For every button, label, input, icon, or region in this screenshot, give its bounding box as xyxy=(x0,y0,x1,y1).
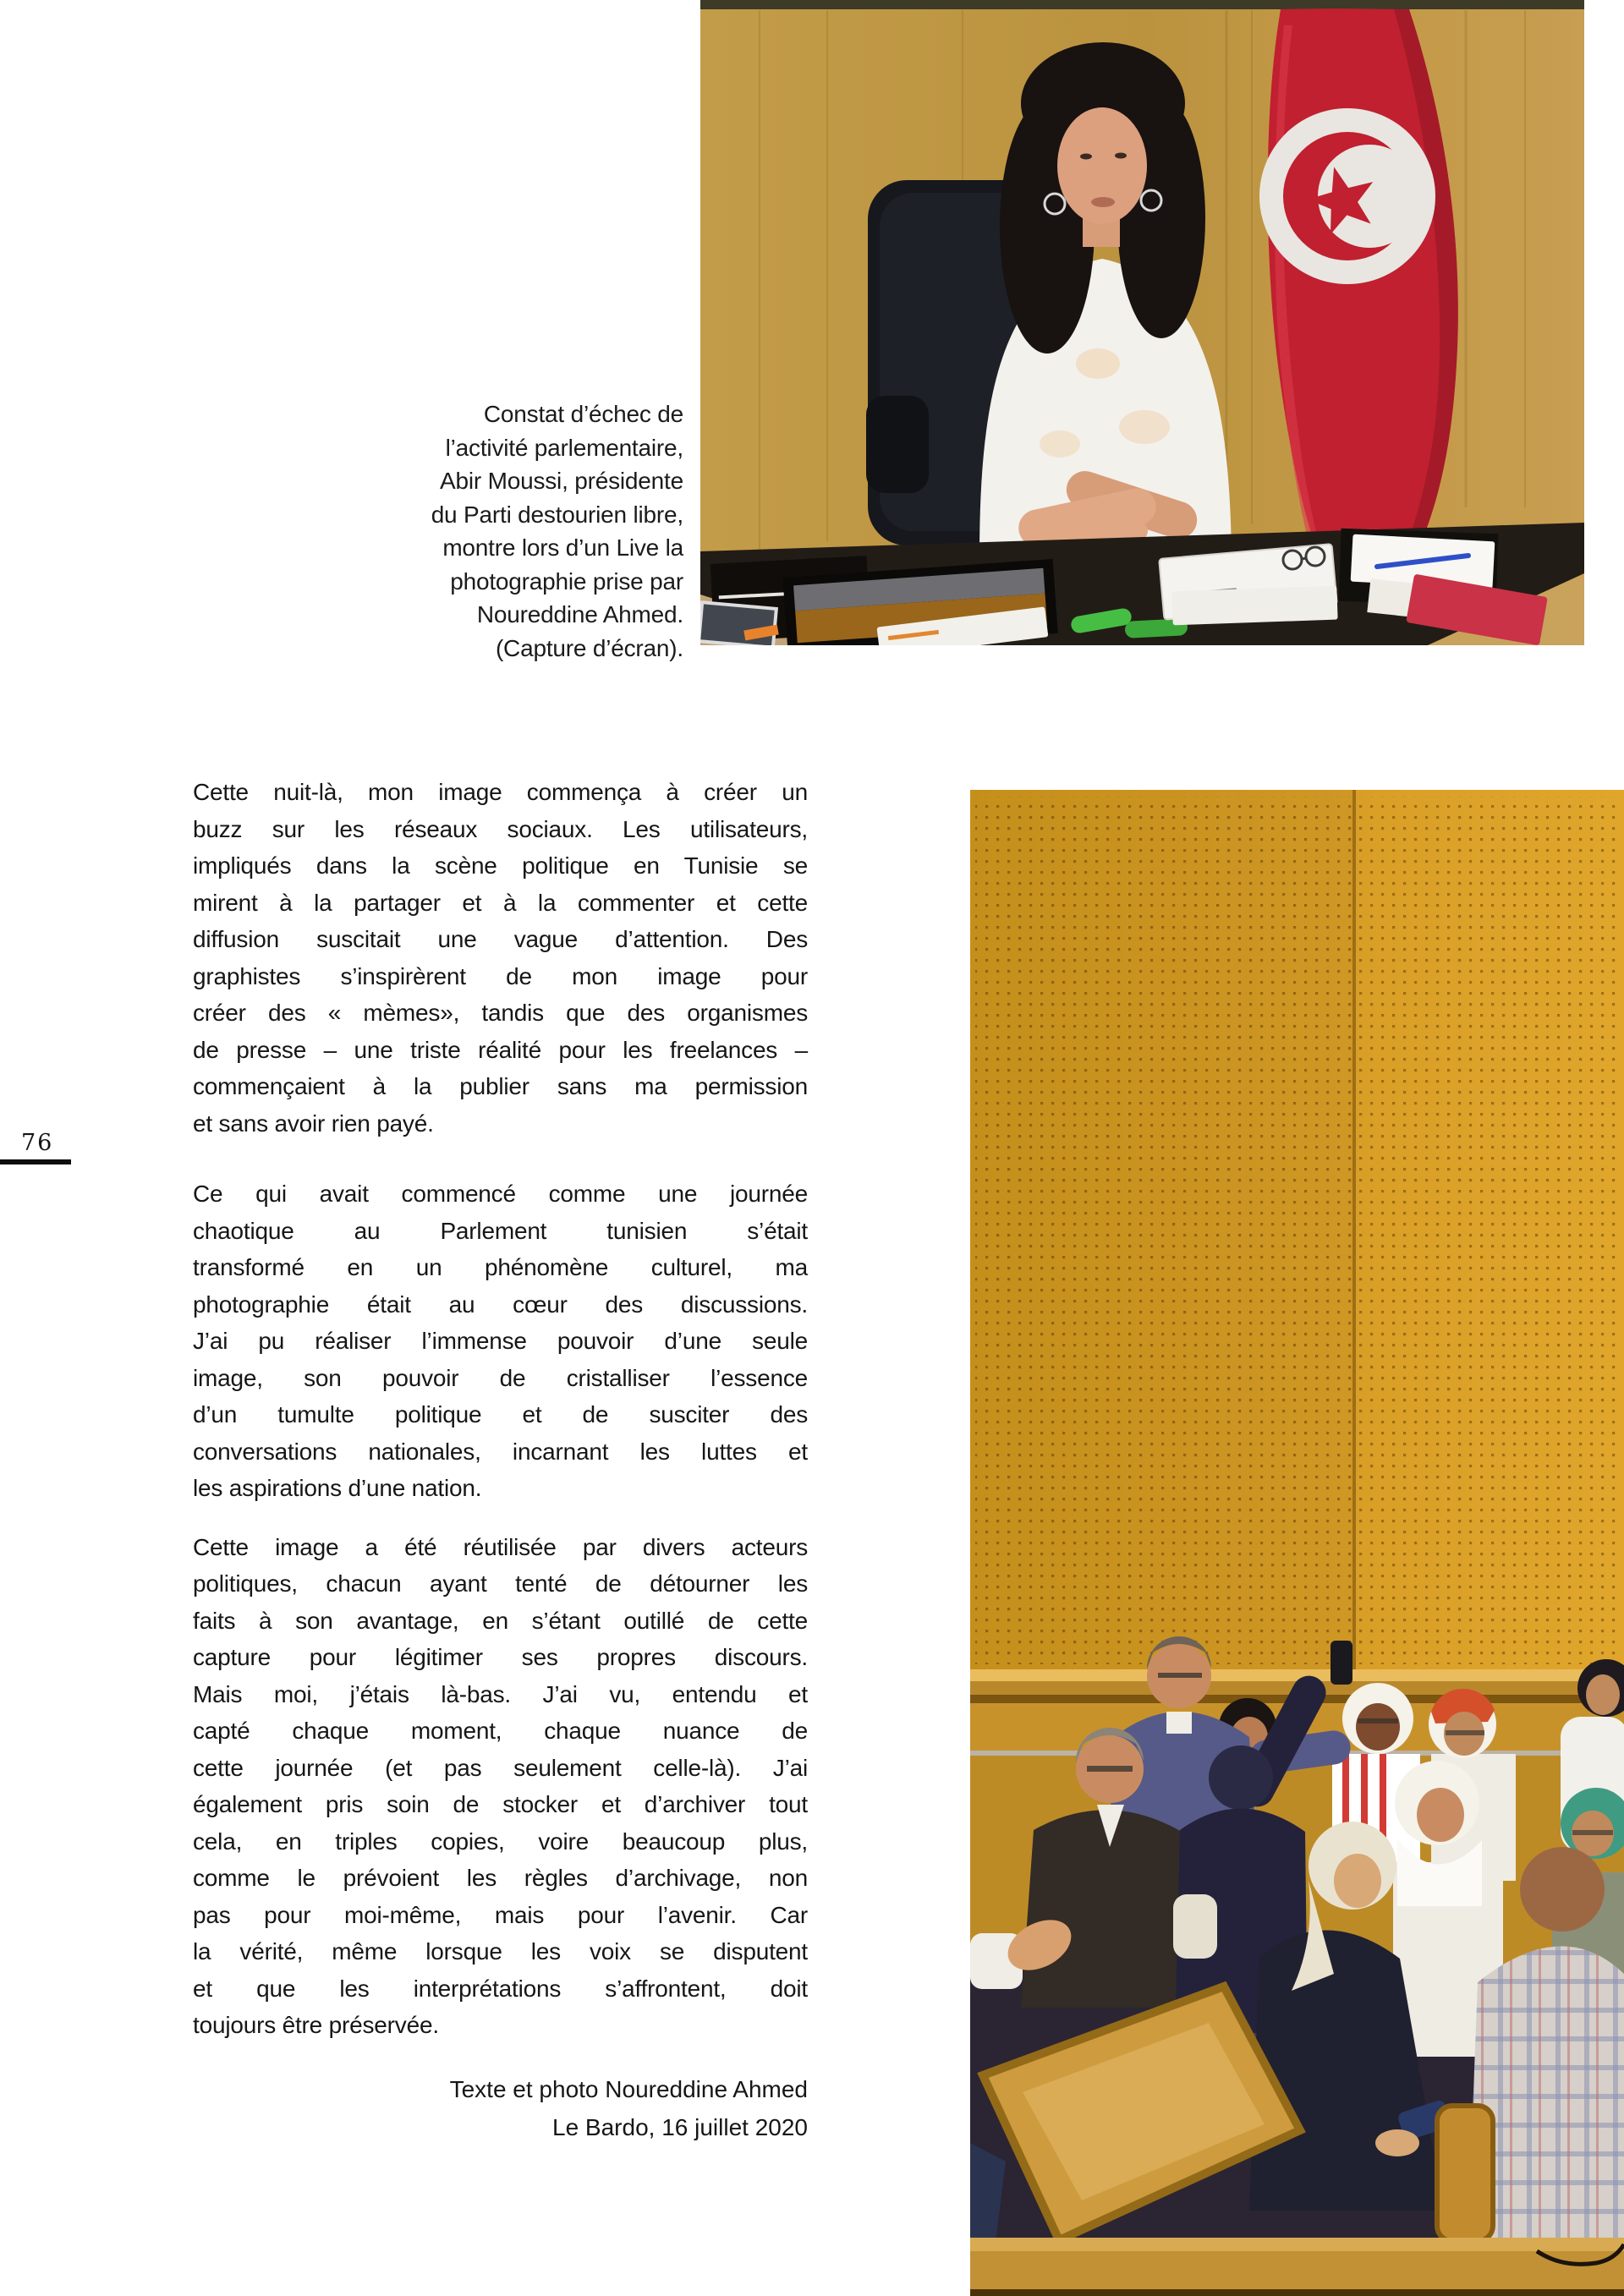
text-line: Texte et photo Noureddine Ahmed xyxy=(449,2076,808,2102)
text-line: commençaient à la publier sans ma permission xyxy=(193,1073,808,1099)
text-line: cette journée (et pas seulement celle-là). J’ai xyxy=(193,1754,808,1781)
raised-phone xyxy=(1330,1641,1352,1685)
text-line: l’activité parlementaire, xyxy=(445,434,683,461)
flag-emblem xyxy=(1259,108,1435,284)
photo-caption xyxy=(354,397,683,665)
text-line: Le Bardo, 16 juillet 2020 xyxy=(552,2114,808,2140)
body-paragraph xyxy=(193,1175,808,1507)
text-line: de presse – une triste réalité pour les freelances – xyxy=(193,1036,808,1063)
cream-purse xyxy=(1173,1894,1217,1959)
text-line: graphistes s’inspirèrent de mon image pour xyxy=(193,962,808,989)
text-line: Noureddine Ahmed. xyxy=(476,601,683,627)
text-line: comme le prévoient les règles d’archivage, non xyxy=(193,1865,808,1891)
desk-edge-bar xyxy=(970,2238,1624,2296)
text-line: Cette nuit-là, mon image commença à créer un xyxy=(193,779,808,805)
wall-top-strip xyxy=(700,0,1584,9)
text-line: la vérité, même lorsque les voix se disputent xyxy=(193,1938,808,1964)
text-line: mirent à la partager et à la commenter et cette xyxy=(193,889,808,916)
text-line: montre lors d’un Live la xyxy=(442,534,683,561)
article-signature xyxy=(193,2070,808,2146)
text-line: chaotique au Parlement tunisien s’était xyxy=(193,1217,808,1244)
text-line: diffusion suscitait une vague d’attention. Des xyxy=(193,926,808,952)
text-line: politiques, chacun ayant tenté de détourner les xyxy=(193,1570,808,1597)
text-line: pas pour moi-même, mais pour l’avenir. Car xyxy=(193,1901,808,1928)
text-line: toujours être préservée. xyxy=(193,2012,439,2038)
small-photo xyxy=(700,602,776,645)
wooden-chair-back xyxy=(1437,2106,1493,2241)
text-line: du Parti destourien libre, xyxy=(431,501,683,528)
text-line: J’ai pu réaliser l’immense pouvoir d’une seule xyxy=(193,1328,808,1354)
text-line: Constat d’échec de xyxy=(483,401,683,427)
text-line: cela, en triples copies, voire beaucoup plus, xyxy=(193,1827,808,1855)
text-line: capture pour légitimer ses propres discours. xyxy=(193,1644,808,1670)
body-paragraph xyxy=(193,1529,808,2044)
text-line: également pris soin de stocker et d’archiver tout xyxy=(193,1791,808,1817)
page-number-rule xyxy=(0,1159,71,1164)
wall-seam xyxy=(1352,790,1356,1669)
text-line: les aspirations d’une nation. xyxy=(193,1475,482,1501)
text-line: conversations nationales, incarnant les luttes et xyxy=(193,1438,808,1465)
text-line: buzz sur les réseaux sociaux. Les utilisateurs, xyxy=(193,815,808,842)
text-line: Ce qui avait commencé comme une journée xyxy=(193,1181,808,1207)
text-line: Mais moi, j’étais là-bas. J’ai vu, entendu et xyxy=(193,1680,808,1707)
text-line: Abir Moussi, présidente xyxy=(440,468,683,494)
text-line: faits à son avantage, en s’étant outillé de cette xyxy=(193,1607,808,1634)
text-line: image, son pouvoir de cristalliser l’essence xyxy=(193,1364,808,1391)
text-line: photographie prise par xyxy=(450,567,683,595)
text-line: et que les interprétations s’affrontent, doit xyxy=(193,1975,808,2002)
text-line: (Capture d’écran). xyxy=(495,634,683,661)
text-line: impliqués dans la scène politique en Tunisie se xyxy=(193,852,808,879)
text-line: transformé en un phénomène culturel, ma xyxy=(193,1254,808,1280)
parliament-illustration xyxy=(970,790,1624,2296)
abir-moussi-illustration xyxy=(700,0,1584,645)
text-line: créer des « mèmes», tandis que des organismes xyxy=(193,1000,808,1026)
article-body xyxy=(193,774,808,2044)
text-line: capté chaque moment, chaque nuance de xyxy=(193,1718,808,1744)
page-number: 76 xyxy=(21,1130,54,1156)
text-line: d’un tumulte politique et de susciter des xyxy=(193,1401,808,1427)
photo-abir-moussi-live xyxy=(700,0,1584,645)
text-line: Cette image a été réutilisée par divers acteurs xyxy=(193,1533,808,1560)
photo-parliament-scene xyxy=(970,790,1624,2296)
text-line: et sans avoir rien payé. xyxy=(193,1110,434,1137)
text-line: photographie était au cœur des discussions. xyxy=(193,1290,808,1318)
body-paragraph xyxy=(193,774,808,1142)
